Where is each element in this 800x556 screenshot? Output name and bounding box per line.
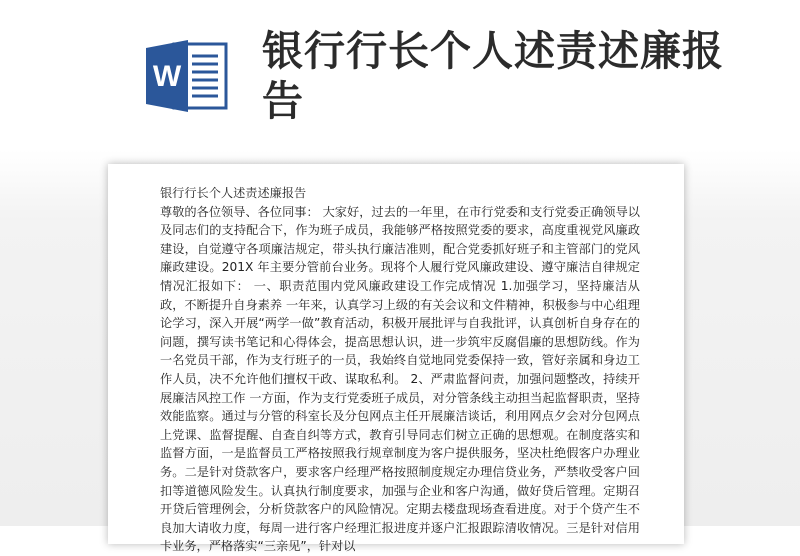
document-heading: 银行行长个人述责述廉报告 [160,186,307,200]
document-preview [108,164,684,554]
word-document-icon [140,36,236,116]
page-title: 银行行长个人述责述廉报告 [262,27,724,125]
document-content [160,184,640,556]
word-icon-letter: W [152,60,182,93]
document-body: 尊敬的各位领导、各位同事： 大家好，过去的一年里，在市行党委和支行党委正确领导以及同志们的支持配合下，作为班子成员，我能够严格按照党委的要求，高度重视党风廉政建设，自觉遵守各项廉洁规定，带头执行廉洁准则，配合党委抓好班子和主管部门的党风廉政建设。201X 年主要分管前台业务。现将个人履行党风廉政建设、遵守廉洁自律规定情况汇报如下： 一、职责范围内党风廉政建设工作完成情况 1.加强学习，坚持廉洁从政，不断提升自身素养 一年来，认真学习上级的有关会议和文件精神，积极参与中心组理论学习，深入开展“两学一做”教育活动，积极开展批评与自我批评，认真创析自身存在的问题，撰写读书笔记和心得体会，提高思想认识，进一步筑牢反腐倡廉的思想防线。作为一名党员干部，作为支行班子的一员，我始终自觉地同党委保持一致，管好亲属和身边工作人员，决不允许他们擅权干政、谋取私利。 2、严肃监督问责，加强问题整改，持续开展廉洁风控工作 一方面，作为支行党委班子成员，对分管条线主动担当起监督职责，坚持效能监察。通过与分管的科室长及分包网点主任开展廉洁谈话，利用网点夕会对分包网点上党课、监督提醒、自查自纠等方式，教育引导同志们树立正确的思想观。在制度落实和监督方面，一是监督员工严格按照我行规章制度为客户提供服务，坚决杜绝假客户办理业务。二是针对贷款客户，要求客户经理严格按照制度规定办理信贷业务，严禁收受客户回扣等道德风险发生。认真执行制度要求，加强与企业和客户沟通，做好贷后管理。定期召开贷后管理例会，分析贷款客户的风险情况。定期去楼盘现场查看进度。对于个贷产生不良加大请收力度，每周一进行客户经理汇报进度并逐户汇报跟踪清收情况。三是针对信用卡业务，严格落实“三亲见”，针对以 [160,204,640,554]
